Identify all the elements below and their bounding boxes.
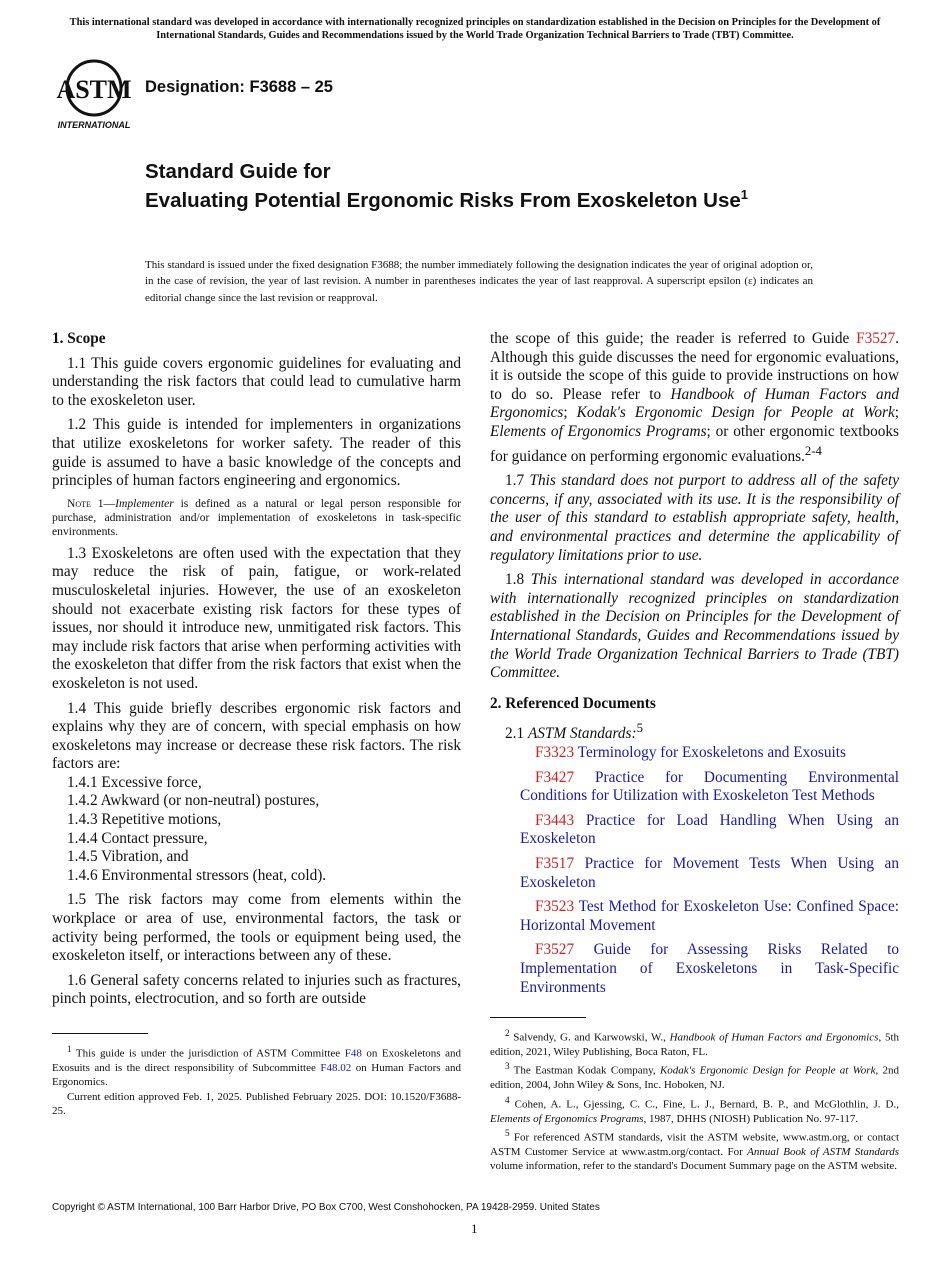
title-line-1: Standard Guide for (145, 160, 331, 183)
list-item: 1.4.4 Contact pressure, (67, 829, 208, 847)
committee-link[interactable]: F48 (344, 1047, 362, 1060)
title-footnote-ref[interactable]: 1 (740, 187, 749, 202)
guide-f3527-link[interactable]: F3527 (856, 330, 896, 347)
footnote-rule-right (490, 1017, 586, 1018)
page-number: 1 (471, 1221, 478, 1236)
para-1-2: 1.2 This guide is intended for implementers in organizations that utilize exoskeletons for worker safety. The reader of this guide is assumed to have a basic knowledge of the concepts and principles of human factors engineering and ergonomics. (52, 416, 461, 490)
ref-item[interactable]: F3323 Terminology for Exoskeletons and Exosuits (535, 744, 846, 762)
ref-item[interactable]: F3527 Guide for Assessing Risks Related to Implementation of Exoskeletons in Task-Specific Environments (520, 941, 899, 996)
footnote-2: $^2$ Salvendy, G. and Karwowski, W., Handbook of Human Factors and Ergonomics, 5th edition, 2021, Wiley Publishing, Boca Raton, FL. (490, 1028, 899, 1059)
para-1-6-start: 1.6 General safety concerns related to injuries such as fractures, pinch points, electrocution, and so forth are outside (52, 971, 461, 1008)
footnote-1-edition: Current edition approved Feb. 1, 2025. Published February 2025. DOI: 10.1520/F3688-25. (52, 1090, 461, 1117)
note-label: Note 1— (67, 496, 116, 510)
list-item: 1.4.3 Repetitive motions, (67, 811, 222, 829)
ref-item[interactable]: F3427 Practice for Documenting Environmental Conditions for Utilization with Exoskeleton Test Methods (520, 768, 899, 805)
para-1-6-cont: the scope of this guide; the reader is referred to Guide F3527. Although this guide discusses the need for ergonomic evaluations, it is outside the scope of this guide to provide instructions on how to do so. Please refer to Handbook of Human Factors and Ergonomics; Kodak's Ergonomic Design for People at Work; Elements of Ergonomics Programs; or other ergonomic textbooks for guidance on performing ergonomic evaluations.$^{2-4}$ (490, 330, 899, 465)
logo-subtext: INTERNATIONAL (57, 120, 131, 130)
note-term: Implementer (115, 496, 174, 510)
list-item: 1.4.2 Awkward (or non-neutral) postures, (67, 792, 320, 810)
list-item: 1.4.5 Vibration, and (67, 848, 189, 866)
footnote-5: $^5$ For referenced ASTM standards, visit the ASTM website, www.astm.org, or contact ASTM Customer Service at www.astm.org/contact. For Annual Book of ASTM Standards volume information, refer to the standard's Document Summary page on the ASTM website. (490, 1127, 899, 1173)
para-1-7: 1.7 This standard does not purport to address all of the safety concerns, if any, associated with its use. It is the responsibility of the user of this standard to establish appropriate safety, health, and environmental practices and determine the applicability of regulatory limitations prior to use. (490, 472, 900, 564)
footnote-ref-2-4[interactable]: 2-4 (804, 443, 822, 458)
ref-item[interactable]: F3443 Practice for Load Handling When Using an Exoskeleton (520, 811, 899, 848)
referenced-standards-list (490, 744, 899, 997)
astm-logo (54, 58, 134, 132)
list-item: 1.4.6 Environmental stressors (heat, cold). (67, 866, 327, 884)
risk-factor-list (13, 774, 461, 886)
para-1-3: 1.3 Exoskeletons are often used with the expectation that they may reduce the risk of pain, fatigue, or work-related musculoskeletal injuries. However, the use of an exoskeleton should not exacerbate existing risk factors for these types of issues, nor should it introduce new, unmitigated risk factors. This may include risk factors that arise when performing activities with the exoskeleton that differ from the risk factors that exist when the exoskeleton is not used. (52, 544, 461, 692)
development-notice: This international standard was developed in accordance with internationally recognized principles on standardization established in the Decision on Principles for the Development of International Standards, Guides and Recommendations issued by the World Trade Organization Technical Barriers to Trade (TBT) Committee. (69, 17, 881, 41)
document-title (145, 160, 845, 212)
note-1 (52, 497, 461, 539)
para-1-5: 1.5 The risk factors may come from elements within the workplace or area of use, environmental factors, the task or activity being performed, the tools or equipment being used, the exoskeleton itself, or interactions between any of these. (52, 891, 461, 965)
footnote-1: $^1$ This guide is under the jurisdiction of ASTM Committee F48 on Exoskeletons and Exosuits and is the direct responsibility of Subcommittee F48.02 on Human Factors and Ergonomics. (52, 1044, 461, 1089)
para-1-4: 1.4 This guide briefly describes ergonomic risk factors and explains why they are of concern, with special emphasis on how exoskeletons may increase or decrease these risk factors. The risk factors are: (52, 699, 461, 773)
footnote-ref-5[interactable]: 5 (636, 721, 643, 736)
para-1-8: 1.8 This international standard was developed in accordance with internationally recognized principles on standardization established in the Decision on Principles for the Development of International Standards, Guides and Recommendations issued by the World Trade Organization Technical Barriers to Trade (TBT) Committee. (490, 571, 899, 682)
ref-item[interactable]: F3523 Test Method for Exoskeleton Use: Confined Space: Horizontal Movement (520, 898, 899, 934)
subcommittee-link[interactable]: F48.02 (320, 1061, 352, 1074)
copyright-line: Copyright © ASTM International, 100 Barr Harbor Drive, PO Box C700, West Conshohocken, PA 19428-2959. United States (52, 1202, 600, 1213)
designation: Designation: F3688 – 25 (145, 78, 333, 96)
section-2-heading: 2. Referenced Documents (490, 694, 656, 712)
para-2-1: 2.1 ASTM Standards:$^5$ (505, 721, 643, 743)
right-column (490, 330, 899, 1173)
list-item: 1.4.1 Excessive force, (67, 773, 202, 791)
logo-text: ASTM (56, 75, 132, 104)
footnote-3: $^3$ The Eastman Kodak Company, Kodak's Ergonomic Design for People at Work, 2nd edition, 2004, John Wiley & Sons, Inc. Hoboken, NJ. (490, 1061, 900, 1092)
ref-item[interactable]: F3517 Practice for Movement Tests When Using an Exoskeleton (520, 855, 899, 891)
left-column (52, 330, 461, 1118)
para-1-1: 1.1 This guide covers ergonomic guidelines for evaluating and understanding the risk factors that could lead to cumulative harm to the exoskeleton user. (52, 354, 461, 409)
note-text: is defined as a natural or legal person responsible for purchase, administration and/or implementation of exoskeletons in task-specific environments. (52, 496, 461, 538)
footnote-4: $^4$ Cohen, A. L., Gjessing, C. C., Fine, L. J., Bernard, B. P., and McGlothlin, J. D., Elements of Ergonomics Programs, 1987, DHHS (NIOSH) Publication No. 97-117. (490, 1094, 899, 1125)
section-1-heading: 1. Scope (52, 330, 106, 347)
footnote-rule-left (52, 1033, 148, 1034)
title-line-2: Evaluating Potential Ergonomic Risks From Exoskeleton Use (145, 188, 741, 212)
footnotes-right (490, 1026, 899, 1173)
issue-note: This standard is issued under the fixed designation F3688; the number immediately following the designation indicates the year of original adoption or, in the case of revision, the year of last revision. A number in parentheses indicates the year of last reapproval. A superscript epsilon (ε) indicates an editorial change since the last revision or reapproval. (145, 259, 813, 304)
footnotes-left (52, 1042, 461, 1118)
